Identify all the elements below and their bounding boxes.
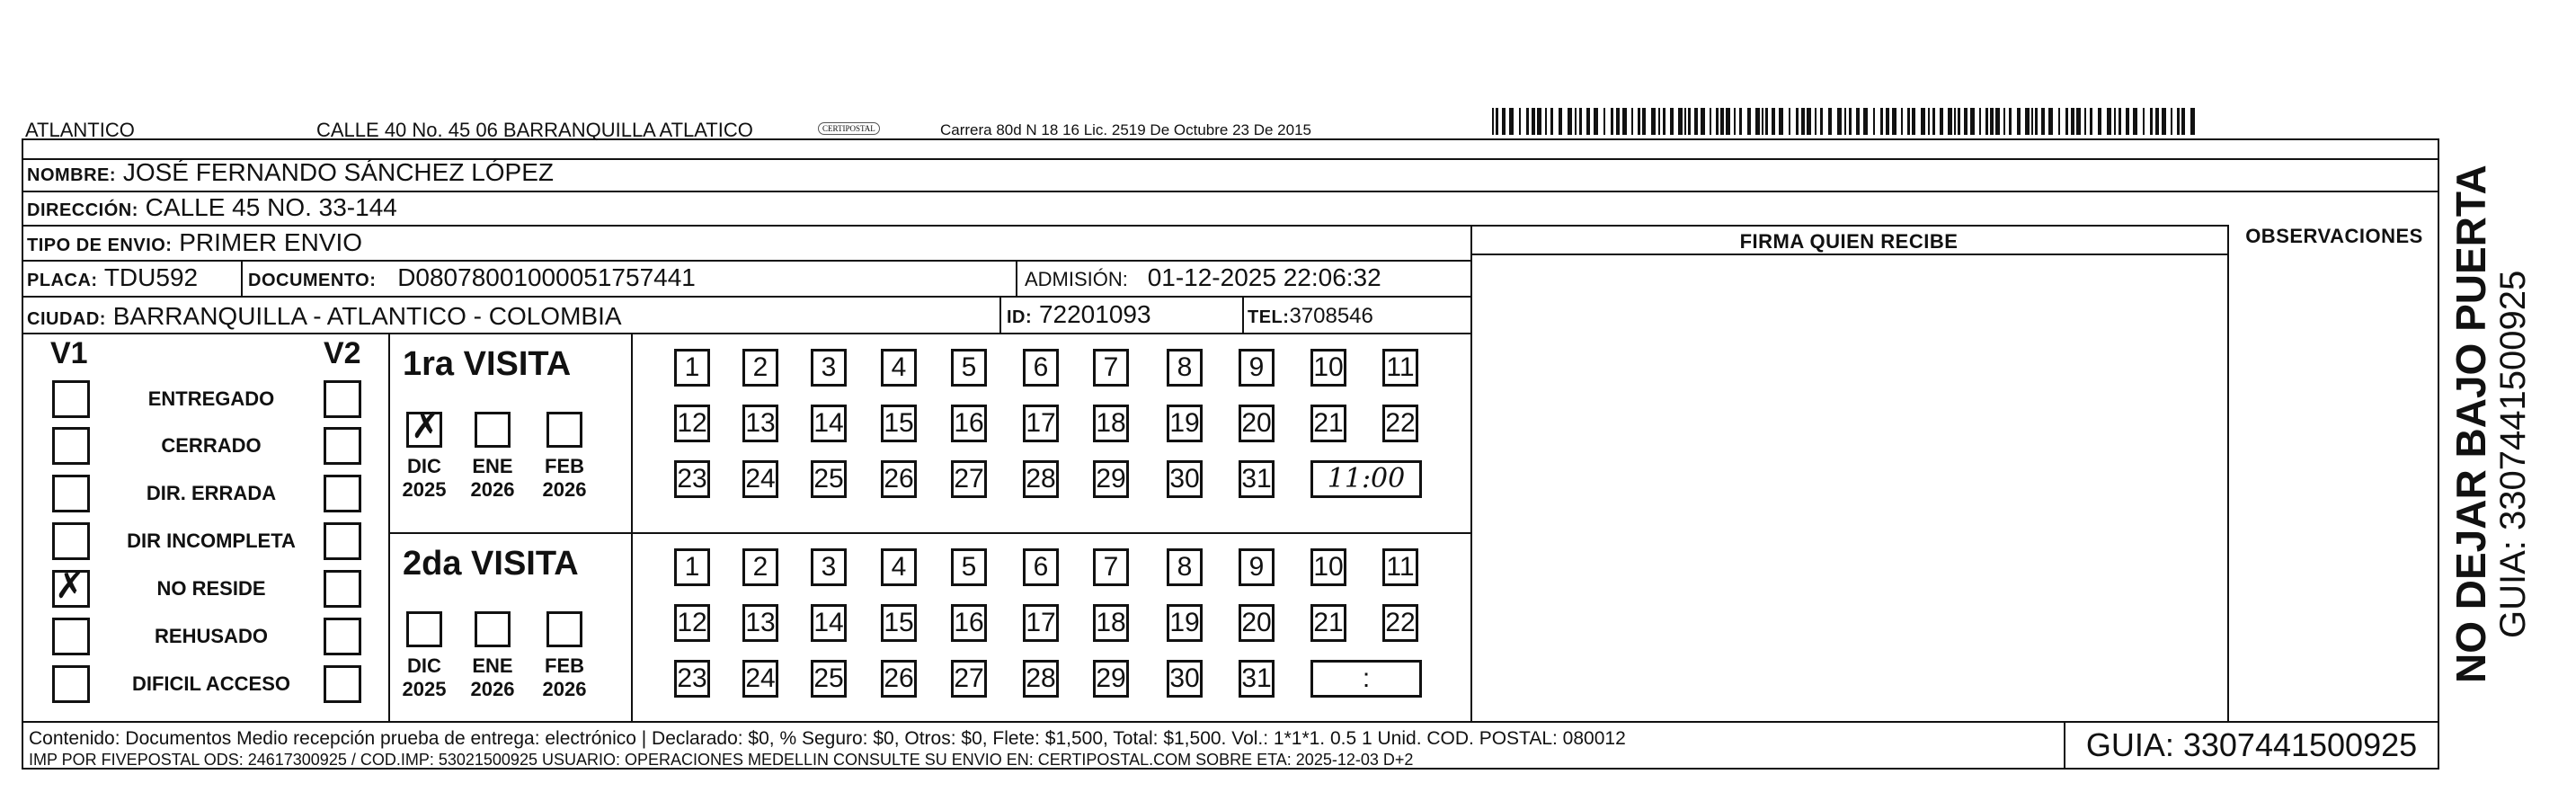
status-option-label: DIR INCOMPLETA bbox=[127, 529, 296, 552]
month-year: 2026 bbox=[470, 678, 515, 700]
month-checkbox[interactable] bbox=[475, 611, 511, 647]
time-box[interactable]: : bbox=[1310, 660, 1422, 698]
month-name: ENE bbox=[472, 654, 513, 677]
v2-checkbox[interactable] bbox=[324, 665, 361, 703]
month-name: ENE bbox=[472, 455, 513, 477]
region-label: ATLANTICO bbox=[25, 119, 135, 141]
month-year: 2026 bbox=[542, 678, 587, 700]
day-box[interactable]: 9 bbox=[1239, 548, 1275, 586]
v2-checkbox[interactable] bbox=[324, 427, 361, 465]
day-box[interactable]: 4 bbox=[881, 548, 917, 586]
time-box[interactable]: 11:00 bbox=[1310, 460, 1422, 498]
footer-imp: IMP POR FIVEPOSTAL ODS: 24617300925 / COD.IMP: 53021500925 USUARIO: OPERACIONES MEDELLIN CONSULTE SU ENVIO EN: CERTIPOSTAL.COM SOBRE ETA: 2025-12-03 D+2 bbox=[29, 751, 1414, 769]
day-box[interactable]: 29 bbox=[1093, 460, 1129, 498]
day-box[interactable]: 3 bbox=[811, 548, 847, 586]
month-checkbox[interactable] bbox=[406, 611, 442, 647]
day-box[interactable]: 30 bbox=[1167, 460, 1203, 498]
footer-guia: GUIA: 3307441500925 bbox=[2085, 726, 2418, 763]
status-option-label: NO RESIDE bbox=[156, 577, 266, 600]
ship-type-row bbox=[27, 230, 362, 255]
address-row bbox=[27, 195, 397, 220]
v1-checkbox[interactable] bbox=[52, 522, 90, 560]
month-year: 2025 bbox=[402, 678, 447, 700]
day-box[interactable]: 5 bbox=[951, 548, 987, 586]
v2-checkbox[interactable] bbox=[324, 618, 361, 655]
plate-label: PLACA: bbox=[27, 271, 98, 290]
day-box[interactable]: 24 bbox=[742, 660, 778, 698]
id-label: ID: bbox=[1007, 307, 1033, 327]
month-label bbox=[466, 455, 520, 502]
month-label bbox=[537, 654, 591, 701]
day-box[interactable]: 31 bbox=[1239, 660, 1275, 698]
admission-label: ADMISIÓN: bbox=[1025, 268, 1128, 290]
day-box[interactable]: 18 bbox=[1093, 604, 1129, 642]
barcode bbox=[1492, 108, 2202, 135]
document-number: D08078001000051757441 bbox=[397, 263, 696, 291]
day-box[interactable]: 11 bbox=[1382, 548, 1418, 586]
city-row bbox=[27, 304, 622, 329]
day-box[interactable]: 16 bbox=[951, 405, 987, 442]
day-box[interactable]: 12 bbox=[674, 604, 710, 642]
day-box[interactable]: 26 bbox=[881, 660, 917, 698]
month-year: 2025 bbox=[402, 478, 447, 501]
month-checkbox[interactable] bbox=[546, 412, 582, 448]
day-box[interactable]: 20 bbox=[1239, 604, 1275, 642]
v1-checkbox[interactable] bbox=[52, 380, 90, 418]
tel-label: TEL: bbox=[1248, 307, 1290, 327]
day-box[interactable]: 9 bbox=[1239, 349, 1275, 387]
month-checkbox[interactable] bbox=[546, 611, 582, 647]
admission-datetime: 01-12-2025 22:06:32 bbox=[1147, 263, 1381, 291]
day-box[interactable]: 25 bbox=[811, 660, 847, 698]
city-label: CIUDAD: bbox=[27, 309, 106, 329]
day-box[interactable]: 23 bbox=[674, 660, 710, 698]
city: BARRANQUILLA - ATLANTICO - COLOMBIA bbox=[112, 302, 622, 330]
ship-type: PRIMER ENVIO bbox=[179, 228, 363, 256]
day-box[interactable]: 22 bbox=[1382, 604, 1418, 642]
status-option-label: REHUSADO bbox=[155, 625, 268, 647]
recipient-address: CALLE 45 NO. 33-144 bbox=[145, 193, 397, 221]
day-box[interactable]: 19 bbox=[1167, 405, 1203, 442]
day-box[interactable]: 16 bbox=[951, 604, 987, 642]
day-box[interactable]: 20 bbox=[1239, 405, 1275, 442]
day-box[interactable]: 13 bbox=[742, 405, 778, 442]
day-box[interactable]: 31 bbox=[1239, 460, 1275, 498]
office-address: CALLE 40 No. 45 06 BARRANQUILLA ATLATICO bbox=[316, 119, 753, 141]
day-box[interactable]: 21 bbox=[1310, 405, 1346, 442]
day-box[interactable]: 28 bbox=[1023, 660, 1059, 698]
day-box[interactable]: 27 bbox=[951, 660, 987, 698]
day-box[interactable]: 24 bbox=[742, 460, 778, 498]
v1-checkbox[interactable] bbox=[52, 427, 90, 465]
day-box[interactable]: 12 bbox=[674, 405, 710, 442]
status-option-label: DIR. ERRADA bbox=[146, 482, 277, 504]
day-box[interactable]: 8 bbox=[1167, 349, 1203, 387]
day-box[interactable]: 26 bbox=[881, 460, 917, 498]
day-box[interactable]: 23 bbox=[674, 460, 710, 498]
id-number: 72201093 bbox=[1038, 300, 1151, 328]
status-option-label: DIFICIL ACCESO bbox=[131, 672, 290, 695]
visit-title: 1ra VISITA bbox=[403, 345, 572, 383]
month-label bbox=[397, 455, 451, 502]
recipient-name: JOSÉ FERNANDO SÁNCHEZ LÓPEZ bbox=[122, 158, 555, 186]
id-row bbox=[1007, 302, 1151, 327]
month-name: FEB bbox=[545, 455, 584, 477]
day-box[interactable]: 14 bbox=[811, 405, 847, 442]
month-label bbox=[466, 654, 520, 701]
day-box[interactable]: 7 bbox=[1093, 349, 1129, 387]
side-panel bbox=[2448, 165, 2533, 683]
month-label bbox=[397, 654, 451, 701]
day-box[interactable]: 11 bbox=[1382, 349, 1418, 387]
day-box[interactable]: 2 bbox=[742, 548, 778, 586]
day-box[interactable]: 29 bbox=[1093, 660, 1129, 698]
month-name: DIC bbox=[407, 654, 441, 677]
plate-row bbox=[27, 265, 198, 290]
day-box[interactable]: 10 bbox=[1310, 548, 1346, 586]
v1-checkbox[interactable] bbox=[52, 665, 90, 703]
day-box[interactable]: 6 bbox=[1023, 349, 1059, 387]
license-text: Carrera 80d N 18 16 Lic. 2519 De Octubre 23 De 2015 bbox=[940, 121, 1311, 138]
day-box[interactable]: 14 bbox=[811, 604, 847, 642]
day-box[interactable]: 15 bbox=[881, 604, 917, 642]
day-box[interactable]: 28 bbox=[1023, 460, 1059, 498]
day-box[interactable]: 1 bbox=[674, 548, 710, 586]
visit-title: 2da VISITA bbox=[403, 545, 579, 583]
check-mark-icon: ✗ bbox=[55, 565, 85, 607]
day-box[interactable]: 4 bbox=[881, 349, 917, 387]
address-label: DIRECCIÓN: bbox=[27, 200, 138, 220]
signature-area[interactable] bbox=[1472, 255, 2225, 719]
name-label: NOMBRE: bbox=[27, 165, 117, 185]
day-box[interactable]: 15 bbox=[881, 405, 917, 442]
document-label: DOCUMENTO: bbox=[248, 271, 377, 290]
day-box[interactable]: 2 bbox=[742, 349, 778, 387]
day-box[interactable]: 1 bbox=[674, 349, 710, 387]
signature-title: FIRMA QUIEN RECIBE bbox=[1739, 230, 1959, 253]
month-year: 2026 bbox=[542, 478, 587, 501]
check-mark-icon: ✗ bbox=[411, 405, 441, 447]
day-box[interactable]: 13 bbox=[742, 604, 778, 642]
day-box[interactable]: 21 bbox=[1310, 604, 1346, 642]
admission-row bbox=[1025, 265, 1381, 290]
document-row bbox=[248, 265, 696, 290]
day-box[interactable]: 10 bbox=[1310, 349, 1346, 387]
observations-area[interactable] bbox=[2229, 255, 2438, 719]
v2-checkbox[interactable] bbox=[324, 475, 361, 512]
tel-number: 3708546 bbox=[1289, 304, 1373, 328]
v2-header: V2 bbox=[324, 336, 361, 370]
v2-checkbox[interactable] bbox=[324, 522, 361, 560]
status-option-label: ENTREGADO bbox=[147, 387, 275, 410]
day-box[interactable]: 17 bbox=[1023, 405, 1059, 442]
day-box[interactable]: 22 bbox=[1382, 405, 1418, 442]
month-label bbox=[537, 455, 591, 502]
day-box[interactable]: 18 bbox=[1093, 405, 1129, 442]
plate: TDU592 bbox=[103, 263, 199, 291]
v2-checkbox[interactable] bbox=[324, 570, 361, 608]
month-year: 2026 bbox=[470, 478, 515, 501]
month-name: FEB bbox=[545, 654, 584, 677]
footer-contents: Contenido: Documentos Medio recepción prueba de entrega: electrónico | Declarado: $0, % Seguro: $0, Otros: $0, Flete: $1,500, Total: $1,500. Vol.: 1*1*1. 0.5 1 Unid. COD. POSTAL: 080012 bbox=[29, 728, 1626, 749]
side-warning: NO DEJAR BAJO PUERTA bbox=[2447, 165, 2494, 683]
day-box[interactable]: 8 bbox=[1167, 548, 1203, 586]
v1-checkbox[interactable] bbox=[52, 475, 90, 512]
month-checkbox[interactable] bbox=[406, 405, 442, 448]
v2-checkbox[interactable] bbox=[324, 380, 361, 418]
v1-checkbox[interactable] bbox=[52, 565, 90, 608]
v1-header: V1 bbox=[50, 336, 88, 370]
month-name: DIC bbox=[407, 455, 441, 477]
ship-type-label: TIPO DE ENVIO: bbox=[27, 236, 173, 255]
month-checkbox[interactable] bbox=[475, 412, 511, 448]
status-option-label: CERRADO bbox=[161, 434, 262, 457]
side-guia: GUIA: 3307441500925 bbox=[2493, 270, 2533, 638]
name-row bbox=[27, 160, 554, 185]
day-box[interactable]: 25 bbox=[811, 460, 847, 498]
day-box[interactable]: 6 bbox=[1023, 548, 1059, 586]
v1-checkbox[interactable] bbox=[52, 618, 90, 655]
day-box[interactable]: 17 bbox=[1023, 604, 1059, 642]
day-box[interactable]: 27 bbox=[951, 460, 987, 498]
tel-row bbox=[1248, 306, 1373, 327]
day-box[interactable]: 30 bbox=[1167, 660, 1203, 698]
observations-title: OBSERVACIONES bbox=[2245, 225, 2423, 247]
brand-logo: CERTIPOSTAL bbox=[818, 122, 880, 135]
day-box[interactable]: 19 bbox=[1167, 604, 1203, 642]
day-box[interactable]: 3 bbox=[811, 349, 847, 387]
day-box[interactable]: 5 bbox=[951, 349, 987, 387]
day-box[interactable]: 7 bbox=[1093, 548, 1129, 586]
